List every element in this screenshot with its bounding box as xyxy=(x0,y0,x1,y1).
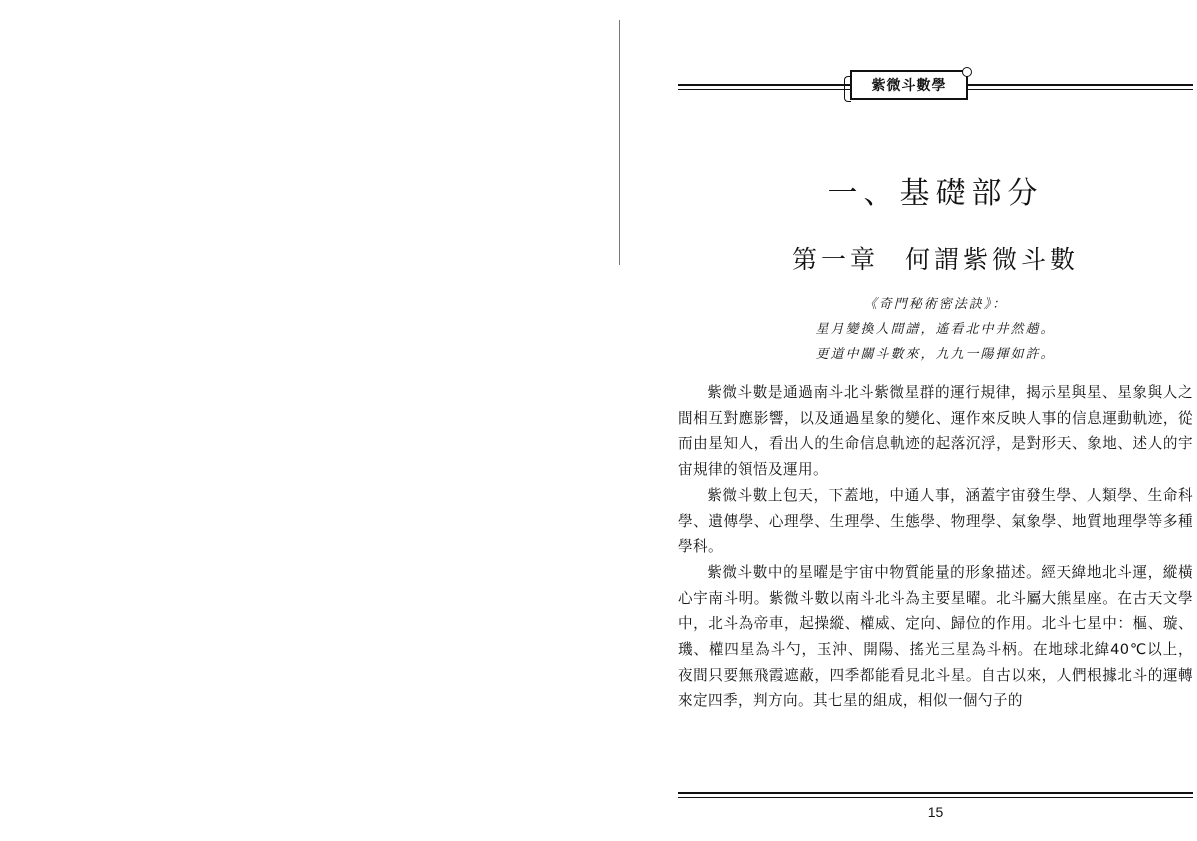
page-footer xyxy=(678,786,1193,836)
running-header xyxy=(678,68,1193,108)
body-text xyxy=(678,380,1193,714)
page-number: 15 xyxy=(927,804,944,820)
paragraph: 紫微斗數中的星曜是宇宙中物質能量的形象描述。經天緯地北斗運，縱橫心宇南斗明。紫微斗數以南斗北斗為主要星曜。北斗屬大熊星座。在古天文學中，北斗為帝車，起操縱、權威、定向、歸位的作用。北斗七星中：樞、璇、璣、權四星為斗勺，玉沖、開陽、搖光三星為斗柄。在地球北緯40℃以上，夜間只要無飛霞遮蔽，四季都能看見北斗星。自古以來，人們根據北斗的運轉來定四季，判方向。其七星的組成，相似一個勺子的 xyxy=(678,563,1193,710)
footer-rule-top xyxy=(678,792,1193,794)
paragraph: 紫微斗數是通過南斗北斗紫微星群的運行規律，揭示星與星、星象與人之間相互對應影響，以及通過星象的變化、運作來反映人事的信息運動軌迹，從而由星知人，看出人的生命信息軌迹的起落沉浮，是對形天、象地、述人的宇宙規律的領悟及運用。 xyxy=(678,384,1193,479)
header-tab-label: 紫微斗數學 xyxy=(871,78,947,94)
page-gutter-line xyxy=(619,20,620,265)
footer-rule-bottom xyxy=(678,797,1193,798)
right-page xyxy=(623,0,1197,841)
poem-line: 星月變換人間譜，遙看北中井然趟。 xyxy=(815,322,1056,337)
poem-line: 更道中關斗數來，九九一陽揮如許。 xyxy=(815,347,1056,362)
chapter-number: 第一章 xyxy=(791,245,879,274)
epigraph-poem xyxy=(678,292,1193,367)
chapter-heading xyxy=(678,240,1193,276)
part-title: 一、基礎部分 xyxy=(827,176,1044,211)
poem-source: 《奇門秘術密法訣》： xyxy=(863,297,1008,312)
header-scroll-tab xyxy=(850,70,968,100)
chapter-title: 何謂紫微斗數 xyxy=(905,245,1080,274)
paragraph: 紫微斗數上包天，下蓋地，中通人事，涵蓋宇宙發生學、人類學、生命科學、遺傳學、心理學、生理學、生態學、物理學、氣象學、地質地理學等多種學科。 xyxy=(678,486,1193,556)
